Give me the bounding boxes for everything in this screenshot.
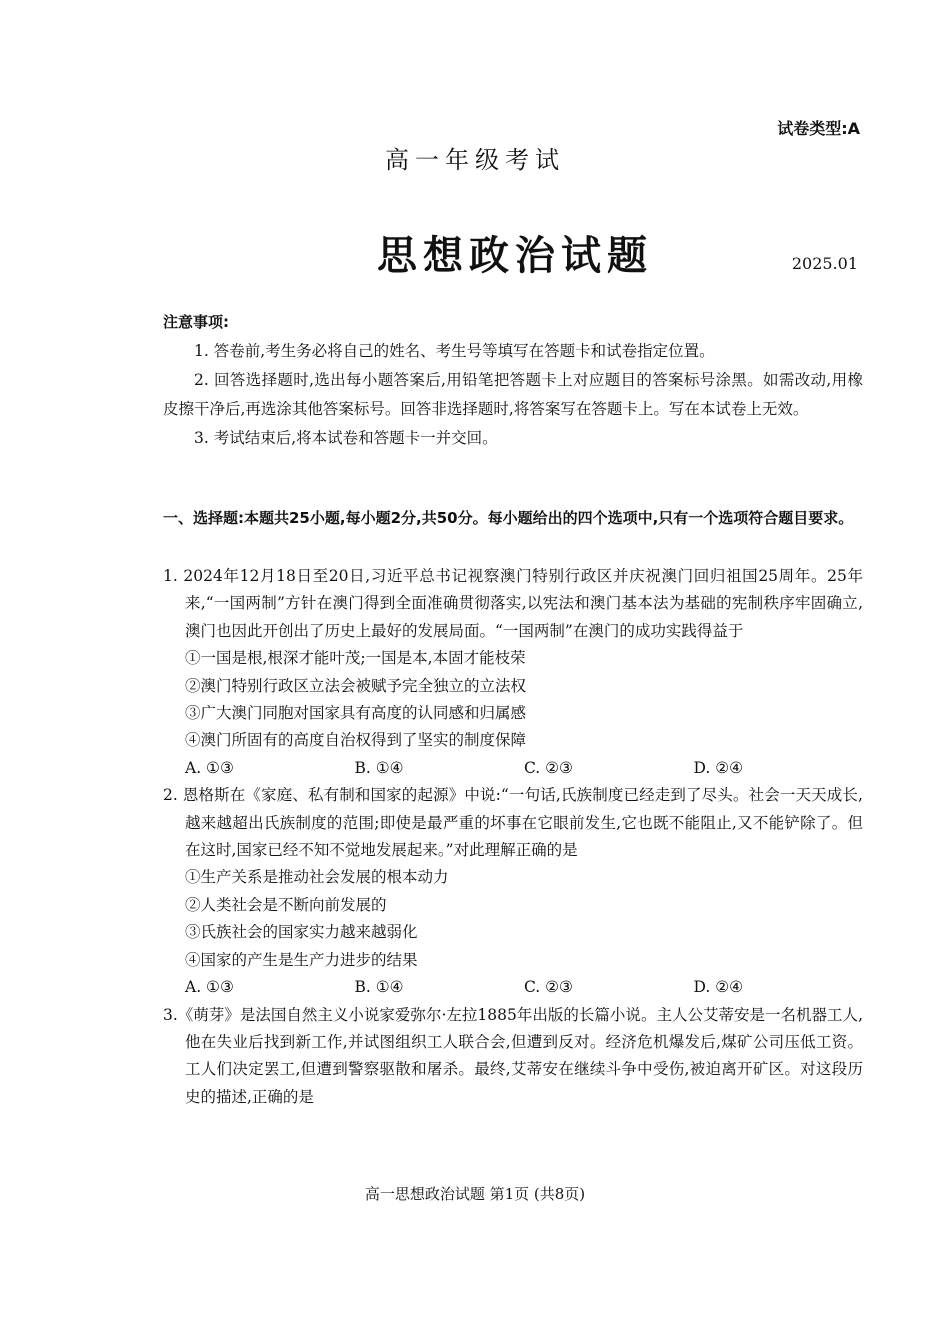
question-statement: ④国家的产生是生产力进步的结果 <box>185 950 418 969</box>
question-statement: ③广大澳门同胞对国家具有高度的认同感和归属感 <box>185 704 527 723</box>
question-statement: ①生产关系是推动社会发展的根本动力 <box>185 868 449 887</box>
answer-choice-c: C. ②③ <box>524 978 573 997</box>
answer-choices <box>163 974 863 1001</box>
answer-choice-b: B. ①④ <box>354 978 404 997</box>
notice-item: 1. 答卷前,考生务必将自己的姓名、考生号等填写在答题卡和试卷指定位置。 <box>194 342 715 360</box>
paper-type-label: 试卷类型:A <box>777 119 860 138</box>
question-3 <box>163 1002 863 1112</box>
answer-choice-d: D. ②④ <box>693 758 744 777</box>
exam-title: 思想政治试题 <box>377 232 653 279</box>
question-stem: 3.《萌芽》是法国自然主义小说家爱弥尔·左拉1885年出版的长篇小说。主人公艾蒂安是一名机器工人,他在失业后找到新工作,并试图组织工人联合会,但遭到反对。经济危机爆发后,煤矿公司压低工资。工人们决定罢工,但遭到警察驱散和屠杀。最终,艾蒂安在继续斗争中受伤,被迫离开矿区。对这段历史的描述,正确的是 <box>163 1005 863 1106</box>
notice-block <box>163 308 863 453</box>
notice-item: 2. 回答选择题时,选出每小题答案后,用铅笔把答题卡上对应题目的答案标号涂黑。如需改动,用橡皮擦干净后,再选涂其他答案标号。回答非选择题时,将答案写在答题卡上。写在本试卷上无效。 <box>163 371 863 418</box>
question-statement: ①一国是根,根深才能叶茂;一国是本,本固才能枝荣 <box>185 649 526 668</box>
question-statement: ②澳门特别行政区立法会被赋予完全独立的立法权 <box>185 676 527 695</box>
question-2 <box>163 782 863 1001</box>
answer-choices <box>163 755 863 782</box>
question-statement: ④澳门所固有的高度自治权得到了坚实的制度保障 <box>185 731 527 750</box>
question-stem: 2. 恩格斯在《家庭、私有制和国家的起源》中说:“一句话,氏族制度已经走到了尽头。社会一天天成长,越来越超出氏族制度的范围;即使是最严重的坏事在它眼前发生,它也既不能阻止,又不能铲除了。但在这时,国家已经不知不觉地发展起来。”对此理解正确的是 <box>163 786 863 860</box>
answer-choice-a: A. ①③ <box>185 758 234 777</box>
answer-choice-d: D. ②④ <box>693 978 744 997</box>
question-list <box>163 563 863 1111</box>
page-footer: 高一思想政治试题 第1页 (共8页) <box>364 1185 586 1203</box>
question-stem: 1. 2024年12月18日至20日,习近平总书记视察澳门特别行政区并庆祝澳门回归祖国25周年。25年来,“一国两制”方针在澳门得到全面准确贯彻落实,以宪法和澳门基本法为基础的宪制秩序牢固确立,澳门也因此开创出了历史上最好的发展局面。“一国两制”在澳门的成功实践得益于 <box>163 567 863 640</box>
answer-choice-c: C. ②③ <box>524 758 573 777</box>
answer-choice-b: B. ①④ <box>354 758 404 777</box>
exam-date: 2025.01 <box>791 254 858 273</box>
question-statement: ②人类社会是不断向前发展的 <box>185 895 387 914</box>
answer-choice-a: A. ①③ <box>185 978 234 997</box>
question-statement: ③氏族社会的国家实力越来越弱化 <box>185 923 418 942</box>
grade-title: 高一年级考试 <box>385 146 565 174</box>
section-heading: 一、选择题:本题共25小题,每小题2分,共50分。每小题给出的四个选项中,只有一个选项符合题目要求。 <box>163 509 854 527</box>
notice-heading: 注意事项: <box>163 313 229 331</box>
notice-item: 3. 考试结束后,将本试卷和答题卡一并交回。 <box>194 429 498 447</box>
question-1 <box>163 563 863 782</box>
